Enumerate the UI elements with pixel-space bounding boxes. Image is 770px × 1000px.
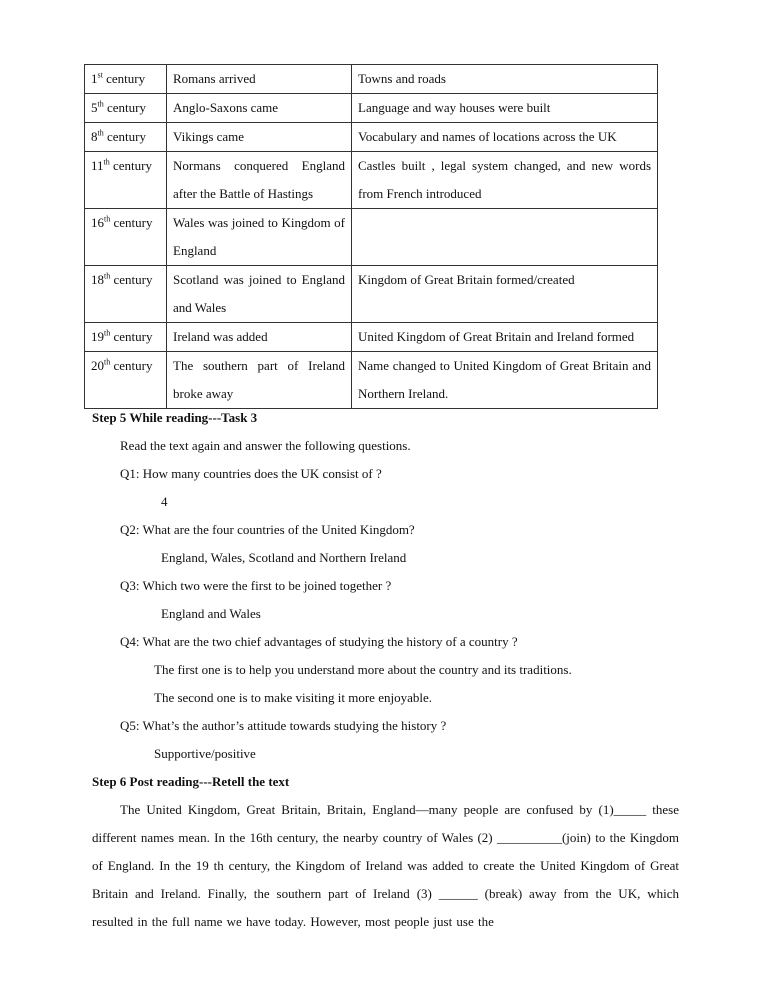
ordinal-suffix: th — [97, 128, 104, 138]
ordinal-suffix: th — [104, 214, 111, 224]
event-cell: Anglo-Saxons came — [167, 94, 352, 123]
century-number: 20 — [91, 358, 104, 373]
table-row — [85, 266, 658, 323]
history-table-body — [85, 65, 658, 409]
ordinal-suffix: th — [104, 357, 111, 367]
table-row — [85, 209, 658, 266]
step5-instruction: Read the text again and answer the following questions. — [120, 438, 411, 453]
table-row — [85, 65, 658, 94]
impact-cell: Kingdom of Great Britain formed/created — [352, 266, 658, 323]
answer-4-second: The second one is to make visiting it more enjoyable. — [154, 690, 432, 705]
table-row — [85, 323, 658, 352]
century-cell — [85, 65, 167, 94]
table-row — [85, 152, 658, 209]
century-number: 5 — [91, 100, 98, 115]
event-cell: Wales was joined to Kingdom of England — [167, 209, 352, 266]
impact-cell — [352, 209, 658, 266]
century-cell — [85, 323, 167, 352]
event-cell: Ireland was added — [167, 323, 352, 352]
century-word: century — [102, 71, 146, 86]
century-number: 18 — [91, 272, 104, 287]
century-number: 8 — [91, 129, 98, 144]
retell-paragraph: The United Kingdom, Great Britain, Britain, England—many people are confused by (1)_____ these different names mean. In the 16th century, the nearby country of Wales (2) __________(join) to the Kingdom of England. In the 19 th century, the Kingdom of Ireland was added to create the United Kingdom of Great Britain and Ireland. Finally, the southern part of Ireland (3) ______ (break) away from the UK, which resulted in the full name we have today. However, most people just use the — [92, 802, 679, 929]
answer-1: 4 — [161, 494, 168, 509]
table-row — [85, 94, 658, 123]
century-word: century — [110, 272, 153, 287]
century-number: 1 — [91, 71, 98, 86]
century-cell — [85, 94, 167, 123]
century-number: 16 — [91, 215, 104, 230]
table-row — [85, 123, 658, 152]
main-content — [92, 404, 679, 936]
answer-4-first: The first one is to help you understand more about the country and its traditions. — [154, 662, 572, 677]
history-table — [84, 64, 658, 409]
question-2: Q2: What are the four countries of the United Kingdom? — [120, 522, 415, 537]
question-1: Q1: How many countries does the UK consist of ? — [120, 466, 382, 481]
century-cell — [85, 352, 167, 409]
century-cell — [85, 209, 167, 266]
century-word: century — [103, 100, 146, 115]
event-cell: Normans conquered England after the Battle of Hastings — [167, 152, 352, 209]
event-cell: Scotland was joined to England and Wales — [167, 266, 352, 323]
century-word: century — [103, 129, 146, 144]
impact-cell: United Kingdom of Great Britain and Ireland formed — [352, 323, 658, 352]
impact-cell: Vocabulary and names of locations across the UK — [352, 123, 658, 152]
century-word: century — [110, 329, 153, 344]
impact-cell: Name changed to United Kingdom of Great Britain and Northern Ireland. — [352, 352, 658, 409]
question-3: Q3: Which two were the first to be joined together ? — [120, 578, 392, 593]
century-word: century — [109, 158, 152, 173]
question-5: Q5: What’s the author’s attitude towards studying the history ? — [120, 718, 447, 733]
impact-cell: Castles built , legal system changed, and new words from French introduced — [352, 152, 658, 209]
ordinal-suffix: th — [97, 99, 104, 109]
century-cell — [85, 123, 167, 152]
event-cell: The southern part of Ireland broke away — [167, 352, 352, 409]
century-word: century — [110, 215, 153, 230]
ordinal-suffix: th — [104, 271, 111, 281]
century-cell — [85, 266, 167, 323]
century-number: 11 — [91, 158, 104, 173]
event-cell: Romans arrived — [167, 65, 352, 94]
century-word: century — [110, 358, 153, 373]
century-cell — [85, 152, 167, 209]
event-cell: Vikings came — [167, 123, 352, 152]
question-4: Q4: What are the two chief advantages of studying the history of a country ? — [120, 634, 518, 649]
step6-heading: Step 6 Post reading---Retell the text — [92, 774, 290, 789]
answer-2: England, Wales, Scotland and Northern Ireland — [161, 550, 407, 565]
impact-cell: Towns and roads — [352, 65, 658, 94]
century-number: 19 — [91, 329, 104, 344]
table-row — [85, 352, 658, 409]
ordinal-suffix: th — [103, 157, 110, 167]
impact-cell: Language and way houses were built — [352, 94, 658, 123]
step5-heading: Step 5 While reading---Task 3 — [92, 410, 258, 425]
ordinal-suffix: st — [97, 70, 103, 80]
answer-5: Supportive/positive — [154, 746, 256, 761]
answer-3: England and Wales — [161, 606, 261, 621]
ordinal-suffix: th — [104, 328, 111, 338]
